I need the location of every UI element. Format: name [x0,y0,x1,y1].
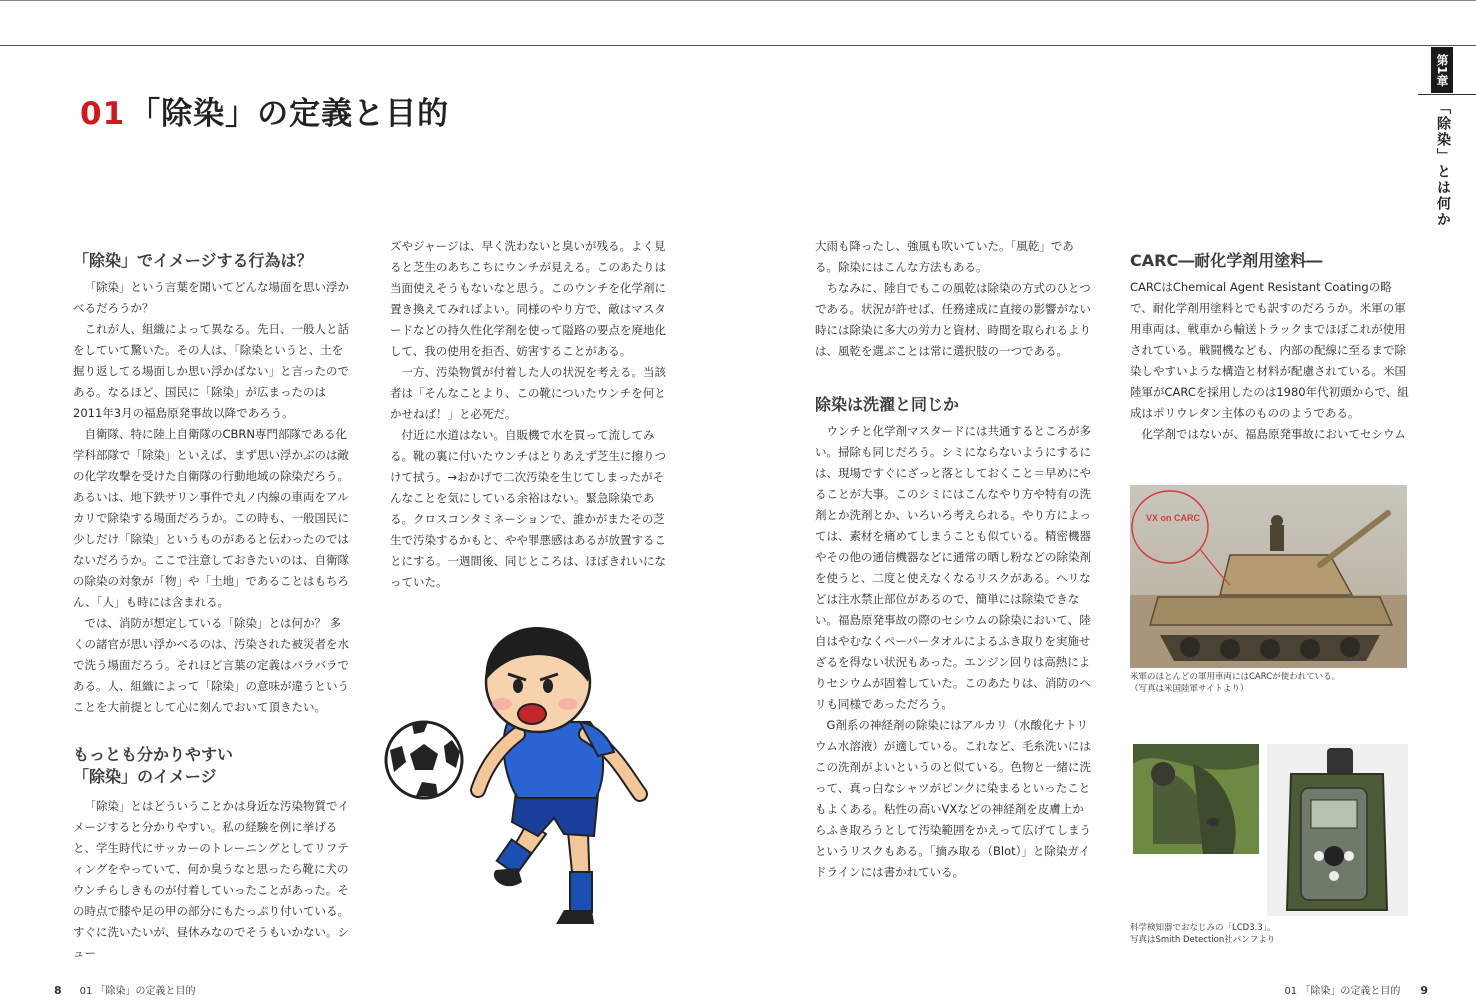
paragraph: ちなみに、陸自でもこの風乾は除染の方式のひとつである。状況が許せば、任務達成に直接の影響がない時には除染に多大の労力と資材、時間を取られるよりは、風乾を選ぶことは常に選択肢の一つである。 [815,281,1091,358]
left-page-number: 8 [54,984,62,997]
paragraph: 付近に水道はない。自販機で水を買って流してみる。靴の裏に付いたウンチはとりあえず芝生に擦りつけて拭う。→おかげで二次汚染を生じてしまったがそんなことを気にしている余裕はない。緊急除染である。クロスコンタミネーションで、誰かがまたその芝生で汚染するかもと、やや罪悪感はあるが放置することにする。一週間後、同じところは、ほぼきれいになっていた。 [390,428,666,589]
photo-label-vx-on-carc: VX on CARC [1146,513,1200,523]
tank-caption [1130,671,1340,695]
caption-line: 写真はSmith Detection社パンフより [1130,935,1276,945]
title-number: 01 [80,96,126,132]
paragraph: ウンチと化学剤マスタードには共通するところが多い。掃除も同じだろう。シミにならないようにするには、現場ですぐにざっと落としておくこと＝早めにやることが大事。このシミにはこんなやり方や特有の洗剤とか洗剤とか、いろいろ考えられる。やり方によっては、素材を痛めてしまうことも似ている。精密機器やその他の通信機器などに通常の晒し粉などの除染剤を使うと、二度と使えなくなるリスクがある。ヘリなどは注水禁止部位があるので、簡単には除染できない。福島原発事故の際のセシウムの除染において、陸自はやむなくペーパータオルによるふき取りを実施せざるを得ない状況もあった。エンジン回りは高熱によりセシウムが固着していた。このあたりは、消防のヘリも同様であっただろう。 [815,424,1091,711]
right-running-title: 01 「除染」の定義と目的 [1284,986,1401,997]
left-footer [54,982,196,997]
column-2 [390,236,668,593]
left-running-title: 01 「除染」の定義と目的 [79,986,196,997]
page-top-border [0,0,1476,1]
lcd-detector-photo [1267,744,1408,916]
caption-line: （写真は米国陸軍サイトより） [1130,684,1249,694]
paragraph: ズやジャージは、早く洗わないと臭いが残る。よく見ると芝生のあちこちにウンチが見える。このあたりは当面使えそうもないなと思う。このウンチを化学剤に置き換えてみればよい。同様のやり方で、敵はマスタードなどの持久性化学剤を使って隘路の要点を廃地化して、我の使用を拒否、妨害することがある。 [390,239,666,358]
paragraph: 化学剤ではないが、福島原発事故においてセシウム [1141,427,1406,441]
chapter-tab: 第1章 [1431,47,1453,93]
paragraph: 「除染」という言葉を聞いてどんな場面を思い浮かべるだろうか？ [73,280,349,315]
column-4 [1130,250,1412,445]
paragraph: CARCはChemical Agent Resistant Coatingの略で、耐化学剤用塗料とでも訳すのだろうか。米軍の軍用車両は、戦車から輸送トラックまでほぼこれが使用されている。戦闘機なども、内部の配線に至るまで除染しやすいような構造と材料が配慮されている。米国陸軍がCARCを採用したのは1980年代初頭からで、組成はポリウレタン主体のもののようである。 [1130,280,1409,420]
tank-photo [1130,485,1407,668]
page-title [80,88,449,133]
soccer-boy-illustration [378,622,690,942]
right-page-number: 9 [1420,984,1428,997]
right-footer [1284,982,1428,997]
heading-easiest-image-line1: もっとも分かりやすい [73,745,234,764]
soccer-ball-icon [386,722,462,798]
column-3 [815,236,1093,883]
side-chapter-title: 「除染」とは何か [1435,100,1451,228]
paragraph: これが人、組織によって異なる。先日、一般人と話をしていて驚いた。その人は、「除染というと、土を掘り返してる場面しか思い浮かばない」と言ったのである。なるほど、国民に「除染」が広まったのは2011年3月の福島原発事故以降であろう。 [73,322,349,420]
heading-easiest-image-line2: 「除染」のイメージ [73,767,217,786]
caption-line: 米軍のほとんどの軍用車両にはCARCが使われている。 [1130,672,1341,682]
paragraph: 「除染」とはどういうことかは身近な汚染物質でイメージすると分かりやすい。私の経験を例に挙げると、学生時代にサッカーのトレーニングとしてリフティングをやっていて、何か臭うなと思ったら靴に犬のウンチらしきものが付着していったことがあった。その時点で膝や足の甲の部分にもたっぷり付いている。すぐに洗いたいが、昼休みなのでそうもいかない。シュー [73,799,349,960]
soldier-detection-photo [1133,744,1259,854]
paragraph: では、消防が想定している「除染」とは何か？ 多くの諸官が思い浮かべるのは、汚染された被災者を水で洗う場面だろう。それほど言葉の定義はバラバラである。人、組織によって「除染」の意味が違うということを大前提として心に刻んでおいて頂きたい。 [73,616,349,714]
paragraph: 自衛隊、特に陸上自衛隊のCBRN専門部隊である化学科部隊で「除染」といえば、まず思い浮かぶのは敵の化学攻撃を受けた自衛隊の行動地域の除染だろう。あるいは、地下鉄サリン事件で丸ノ内線の車両をアルカリで除染する場面だろうか。この時も、一般国民に少しだけ「除染」というものがあると伝わったのではないだろうか。ここで注意しておきたいのは、自衛隊の除染の対象が「物」や「土地」であることはもちろん、「人」も時には含まれる。 [73,427,349,609]
heading-image-of-decon: 「除染」でイメージする行為は？ [73,251,313,270]
title-text: 「除染」の定義と目的 [129,96,450,132]
heading-decon-laundry: 除染は洗濯と同じか [815,395,960,414]
heading-carc: CARC―耐化学剤用塗料― [1130,251,1323,270]
paragraph: 一方、汚染物質が付着した人の状況を考える。当該者は「そんなことより、この靴についたウンチを何とかせねば！」と必死だ。 [390,365,666,421]
paragraph: G剤系の神経剤の除染にはアルカリ（水酸化ナトリウム水溶液）が適している。これなど、毛糸洗いにはこの洗剤がよいというのと似ている。色物と一緒に洗って、真っ白なシャツがピンクに染まるといったこともよくある。粘性の高いVXなどの神経剤を皮膚上からふき取ろうとして汚染範囲をかえって広げてしまうというリスクもある。「摘み取る（Blot）」と除染ガイドラインには書かれている。 [815,718,1091,879]
detector-caption [1130,922,1276,946]
header-rule [0,45,1476,46]
tab-rule [1418,94,1476,95]
column-1 [73,250,351,964]
caption-line: 科学検知器でおなじみの「LCD3.3」。 [1130,923,1276,933]
paragraph: 大雨も降ったし、強風も吹いていた。「風乾」である。除染にはこんな方法もある。 [815,239,1074,274]
